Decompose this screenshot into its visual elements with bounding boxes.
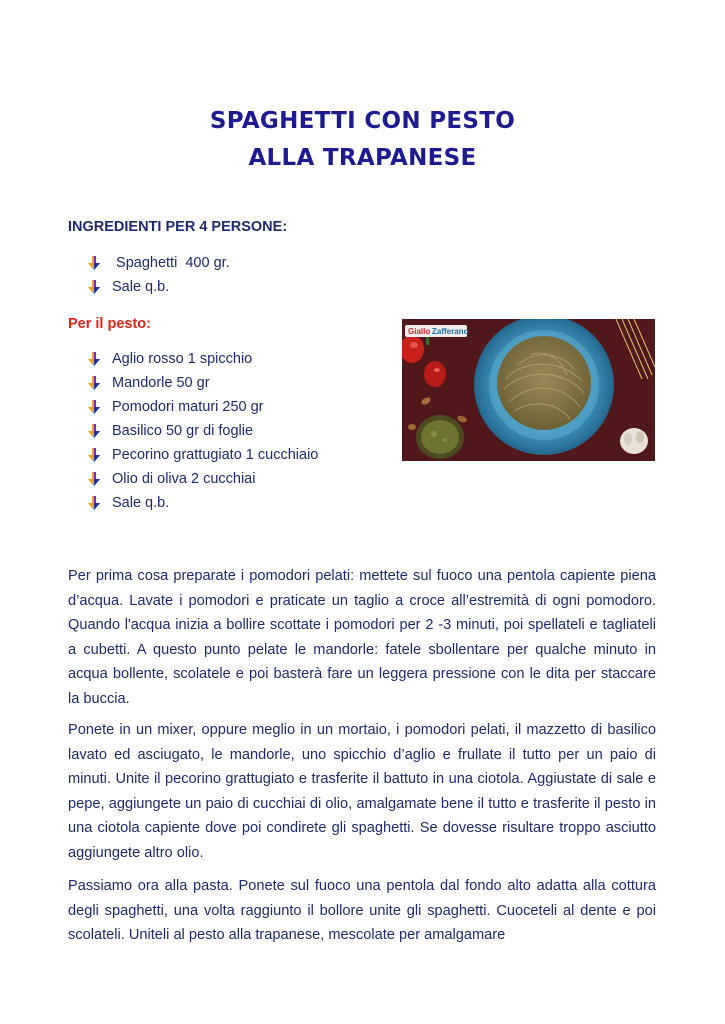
paragraph-1: Per prima cosa preparate i pomodori pelati: mettete sul fuoco una pentola capiente piena d’acqua. Lavate i pomodori e praticate un taglio a croce all’estremità di ogni pomodoro. Quando l'acqua inizia a bollire scottate i pomodori per 2 -3 minuti, poi spellateli e tagliateli a cubetti. A questo punto pelate le mandorle: fatele sbollentare per qualche minuto in acqua bollente, scolatele e poi basterà fare un leggera pressione con le dita per staccare la buccia. bbox=[68, 568, 656, 707]
paragraph-2: Ponete in un mixer, oppure meglio in un mortaio, i pomodori pelati, il mazzetto di basilico lavato ed asciugato, le mandorle, uno spicchio d’aglio e frullate il tutto per un paio di minuti. Unite il pecorino grattugiato e trasferite il battuto in una ciotola. Aggiustate di sale e pepe, aggiungete un paio di cucchiai di olio, amalgamate bene il tutto e trasferite il pesto in una ciotola capiente dove poi condirete gli spaghetti. Se dovesse risultare troppo asciutto aggiungete altro olio. bbox=[68, 722, 656, 861]
photo-logo-part1: Giallo bbox=[408, 327, 431, 336]
arrow-bullet-icon bbox=[88, 400, 100, 414]
ingredient-text: Sale q.b. bbox=[112, 279, 170, 295]
ingredient-text: Pomodori maturi 250 gr bbox=[112, 399, 264, 415]
arrow-bullet-icon bbox=[88, 472, 100, 486]
list-item bbox=[88, 419, 318, 443]
ingredient-text: Pecorino grattugiato 1 cucchiaio bbox=[112, 447, 319, 463]
pesto-ingredients-list bbox=[88, 347, 318, 515]
ingredients-list bbox=[88, 251, 230, 299]
arrow-bullet-icon bbox=[88, 496, 100, 510]
list-item bbox=[88, 275, 230, 299]
ingredient-text: Spaghetti 400 gr. bbox=[112, 255, 230, 271]
list-item bbox=[88, 251, 230, 275]
recipe-title-line-1: SPAGHETTI CON PESTO bbox=[209, 108, 516, 134]
arrow-bullet-icon bbox=[88, 376, 100, 390]
ingredient-text: Aglio rosso 1 spicchio bbox=[112, 351, 253, 367]
arrow-bullet-icon bbox=[88, 352, 100, 366]
pesto-heading: Per il pesto: bbox=[68, 316, 151, 332]
list-item bbox=[88, 395, 318, 419]
arrow-bullet-icon bbox=[88, 424, 100, 438]
ingredient-text: Sale q.b. bbox=[112, 495, 170, 511]
recipe-title-line-2: ALLA TRAPANESE bbox=[248, 145, 477, 171]
recipe-title bbox=[0, 103, 725, 177]
list-item bbox=[88, 491, 318, 515]
photo-logo-part2: Zafferano bbox=[432, 327, 469, 336]
paragraph-3: Passiamo ora alla pasta. Ponete sul fuoco una pentola dal fondo alto adatta alla cottura degli spaghetti, una volta raggiunto il bollore unite gli spaghetti. Cuoceteli al dente e poi scolateli. Uniteli al pesto alla trapanese, mescolate per amalgamare bbox=[68, 878, 656, 943]
list-item bbox=[88, 371, 318, 395]
recipe-photo bbox=[402, 319, 655, 461]
list-item bbox=[88, 443, 318, 467]
arrow-bullet-icon bbox=[88, 448, 100, 462]
arrow-bullet-icon bbox=[88, 280, 100, 294]
ingredients-heading: INGREDIENTI PER 4 PERSONE: bbox=[68, 219, 288, 235]
ingredient-text: Basilico 50 gr di foglie bbox=[112, 423, 254, 439]
ingredient-text: Olio di oliva 2 cucchiai bbox=[112, 471, 256, 487]
list-item bbox=[88, 467, 318, 491]
arrow-bullet-icon bbox=[88, 256, 100, 270]
list-item bbox=[88, 347, 318, 371]
ingredient-text: Mandorle 50 gr bbox=[112, 375, 210, 391]
